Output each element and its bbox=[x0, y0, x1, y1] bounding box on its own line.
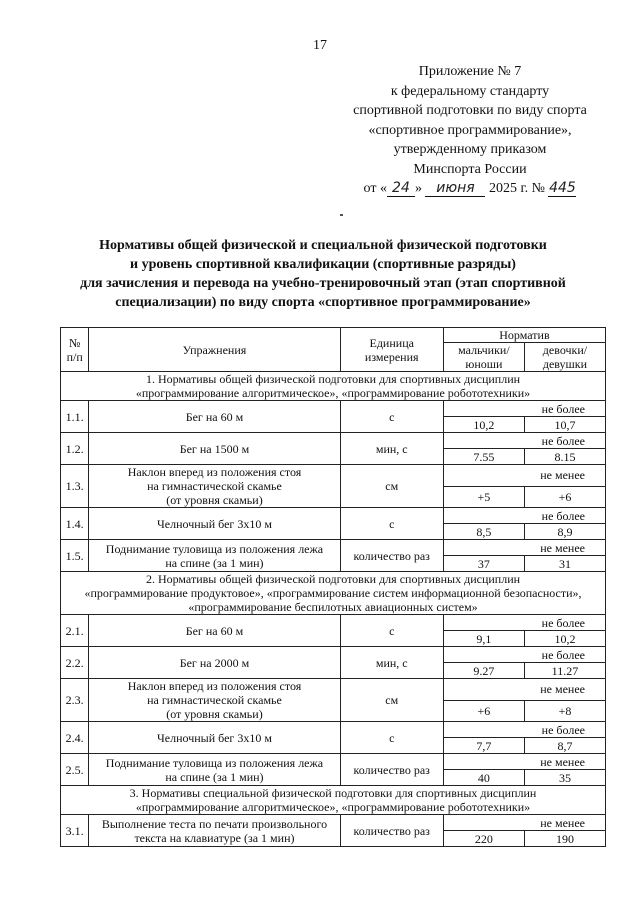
section-title: 2. Нормативы общей физической подготовки для спортивных дисциплин «программирование продуктовое», «программирование систем информационной безопасности», «программирование беспилотных авиационных систем» bbox=[61, 572, 606, 615]
row-unit: см bbox=[340, 465, 443, 508]
table-row bbox=[61, 647, 606, 663]
row-unit: количество раз bbox=[340, 754, 443, 786]
row-value-boys: 37 bbox=[443, 556, 524, 572]
title-line-2: и уровень спортивной квалификации (спортивные разряды) bbox=[130, 257, 516, 272]
table-row bbox=[61, 815, 606, 831]
row-value-girls: 8.15 bbox=[524, 449, 605, 465]
row-value-girls: 31 bbox=[524, 556, 605, 572]
row-number: 3.1. bbox=[61, 815, 89, 847]
row-value-girls: 10,7 bbox=[524, 417, 605, 433]
row-unit: с bbox=[340, 722, 443, 754]
header-unit: Единица измерения bbox=[340, 328, 443, 372]
row-number: 1.3. bbox=[61, 465, 89, 508]
date-prefix: от « bbox=[363, 181, 387, 196]
row-value-girls: +6 bbox=[524, 486, 605, 508]
row-value-boys: 9.27 bbox=[443, 663, 524, 679]
row-condition: не менее bbox=[443, 465, 605, 487]
handwritten-month: июня bbox=[425, 180, 485, 197]
section-header-row bbox=[61, 786, 606, 815]
row-unit: количество раз bbox=[340, 815, 443, 847]
row-condition: не более bbox=[443, 433, 605, 449]
row-value-boys: 9,1 bbox=[443, 631, 524, 647]
row-value-boys: 8,5 bbox=[443, 524, 524, 540]
row-condition: не более bbox=[443, 722, 605, 738]
row-unit: см bbox=[340, 679, 443, 722]
header-norm: Норматив bbox=[443, 328, 605, 343]
row-number: 1.2. bbox=[61, 433, 89, 465]
table-row bbox=[61, 465, 606, 487]
row-number: 2.4. bbox=[61, 722, 89, 754]
row-condition: не более bbox=[443, 508, 605, 524]
row-unit: мин, с bbox=[340, 647, 443, 679]
row-condition: не менее bbox=[443, 754, 605, 770]
row-condition: не менее bbox=[443, 815, 605, 831]
table-row bbox=[61, 615, 606, 631]
row-value-girls: 10,2 bbox=[524, 631, 605, 647]
appendix-line-5: утвержденному приказом bbox=[393, 142, 547, 157]
row-value-boys: 40 bbox=[443, 770, 524, 786]
table-row bbox=[61, 540, 606, 556]
document-title bbox=[40, 236, 606, 312]
row-exercise: Челночный бег 3х10 м bbox=[89, 722, 340, 754]
row-number: 2.1. bbox=[61, 615, 89, 647]
page-number: 17 bbox=[313, 38, 327, 53]
row-unit: мин, с bbox=[340, 433, 443, 465]
header-num: № п/п bbox=[61, 328, 89, 372]
row-value-boys: +6 bbox=[443, 700, 524, 722]
title-line-3: для зачисления и перевода на учебно-тренировочный этап (этап спортивной bbox=[80, 276, 566, 291]
row-exercise: Бег на 2000 м bbox=[89, 647, 340, 679]
table-row bbox=[61, 433, 606, 449]
row-number: 2.2. bbox=[61, 647, 89, 679]
row-value-girls: 8,7 bbox=[524, 738, 605, 754]
row-value-girls: 8,9 bbox=[524, 524, 605, 540]
row-value-girls: 35 bbox=[524, 770, 605, 786]
row-number: 2.5. bbox=[61, 754, 89, 786]
appendix-line-4: «спортивное программирование», bbox=[368, 122, 572, 138]
row-exercise: Бег на 1500 м bbox=[89, 433, 340, 465]
title-line-4: специализации) по виду спорта «спортивное программирование» bbox=[115, 295, 531, 310]
row-value-boys: +5 bbox=[443, 486, 524, 508]
table-row bbox=[61, 754, 606, 770]
appendix-line-6: Минспорта России bbox=[413, 161, 527, 177]
row-exercise: Поднимание туловища из положения лежа на спине (за 1 мин) bbox=[89, 540, 340, 572]
section-header-row bbox=[61, 372, 606, 401]
row-value-girls: 11.27 bbox=[524, 663, 605, 679]
row-value-boys: 220 bbox=[443, 831, 524, 847]
header-girls: девочки/ девушки bbox=[524, 343, 605, 372]
row-unit: с bbox=[340, 508, 443, 540]
row-number: 1.4. bbox=[61, 508, 89, 540]
year-text: 2025 г. № bbox=[488, 181, 545, 196]
section-title: 1. Нормативы общей физической подготовки для спортивных дисциплин «программирование алгоритмическое», «программирование робототехники» bbox=[61, 372, 606, 401]
appendix-date-line bbox=[330, 179, 610, 199]
row-value-boys: 7,7 bbox=[443, 738, 524, 754]
appendix-line-3: спортивной подготовки по виду спорта bbox=[353, 103, 587, 118]
row-condition: не менее bbox=[443, 679, 605, 701]
row-exercise: Наклон вперед из положения стоя на гимнастической скамье (от уровня скамьи) bbox=[89, 465, 340, 508]
scan-dot bbox=[340, 214, 343, 216]
row-value-boys: 7.55 bbox=[443, 449, 524, 465]
row-value-boys: 10,2 bbox=[443, 417, 524, 433]
table-row bbox=[61, 722, 606, 738]
row-exercise: Бег на 60 м bbox=[89, 615, 340, 647]
table-header bbox=[61, 328, 606, 372]
table-row bbox=[61, 508, 606, 524]
row-exercise: Бег на 60 м bbox=[89, 401, 340, 433]
row-exercise: Челночный бег 3х10 м bbox=[89, 508, 340, 540]
appendix-line-1: Приложение № 7 bbox=[418, 64, 522, 79]
row-condition: не менее bbox=[443, 540, 605, 556]
row-unit: количество раз bbox=[340, 540, 443, 572]
date-separator: » bbox=[414, 181, 422, 196]
row-condition: не более bbox=[443, 615, 605, 631]
row-number: 1.1. bbox=[61, 401, 89, 433]
row-condition: не более bbox=[443, 647, 605, 663]
table-row bbox=[61, 401, 606, 417]
section-header-row bbox=[61, 572, 606, 615]
row-exercise: Поднимание туловища из положения лежа на спине (за 1 мин) bbox=[89, 754, 340, 786]
row-exercise: Выполнение теста по печати произвольного текста на клавиатуре (за 1 мин) bbox=[89, 815, 340, 847]
row-exercise: Наклон вперед из положения стоя на гимнастической скамье (от уровня скамьи) bbox=[89, 679, 340, 722]
row-value-girls: 190 bbox=[524, 831, 605, 847]
handwritten-day: 24 bbox=[387, 180, 415, 197]
section-title: 3. Нормативы специальной физической подготовки для спортивных дисциплин «программирование алгоритмическое», «программирование робототехники» bbox=[61, 786, 606, 815]
row-unit: с bbox=[340, 401, 443, 433]
row-number: 2.3. bbox=[61, 679, 89, 722]
appendix-block bbox=[330, 62, 610, 199]
norms-table bbox=[60, 327, 606, 847]
appendix-line-2: к федеральному стандарту bbox=[390, 83, 550, 99]
title-line-1: Нормативы общей физической и специальной физической подготовки bbox=[99, 238, 547, 253]
row-number: 1.5. bbox=[61, 540, 89, 572]
header-boys: мальчики/ юноши bbox=[443, 343, 524, 372]
row-condition: не более bbox=[443, 401, 605, 417]
handwritten-order-number: 445 bbox=[549, 180, 576, 196]
row-unit: с bbox=[340, 615, 443, 647]
table-body bbox=[61, 372, 606, 847]
table-row bbox=[61, 679, 606, 701]
header-exercise: Упражнения bbox=[89, 328, 340, 372]
row-value-girls: +8 bbox=[524, 700, 605, 722]
